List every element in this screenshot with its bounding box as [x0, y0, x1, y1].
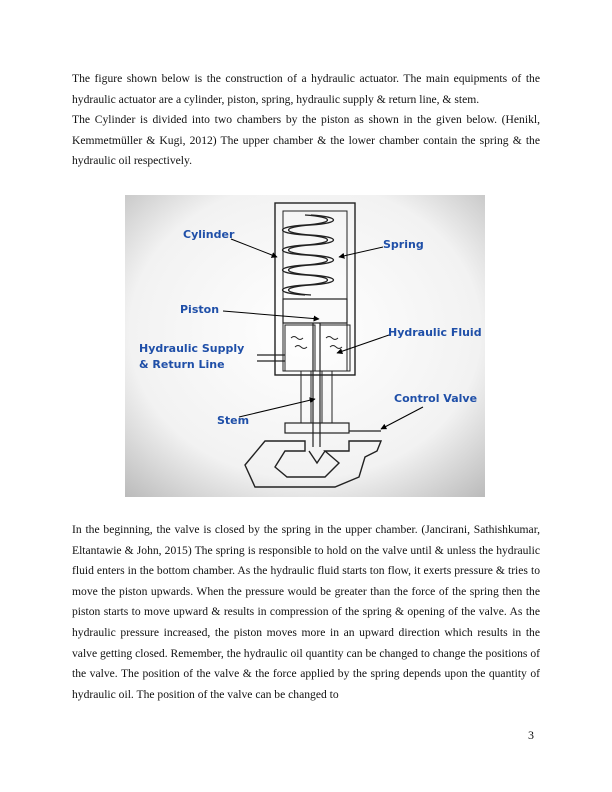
label-stem: Stem	[217, 414, 250, 427]
label-control-valve: Control Valve	[394, 392, 478, 405]
piston	[283, 299, 347, 323]
label-spring: Spring	[383, 238, 424, 251]
actuator-diagram	[125, 195, 485, 497]
label-return-line: & Return Line	[139, 358, 225, 371]
label-piston: Piston	[180, 303, 220, 316]
intro-paragraph: The figure shown below is the construction of a hydraulic actuator. The main equipments of the hydraulic actuator are a cylinder, piston, spring, hydraulic supply & return line, & stem.	[72, 72, 540, 106]
cylinder-paragraph: The Cylinder is divided into two chambers by the piston as shown in the given below. (Henikl, Kemmetmüller & Kugi, 2012) The upper chamber & the lower chamber contain the spring & the hydraulic oil respectively.	[72, 113, 540, 168]
page-number: 3	[528, 728, 534, 742]
operation-paragraph: In the beginning, the valve is closed by the spring in the upper chamber. (Jancirani, Sathishkumar, Eltantawie & John, 2015) The spring is responsible to hold on the valve until & unless the hydraulic fluid enters in the bottom chamber. As the hydraulic fluid starts ton flow, it exerts pressure & tries to move the piston upwards. When the pressure would be greater than the force of the spring then the piston starts to move upward & results in compression of the spring & opening of the valve. As the hydraulic pressure increased, the piston moves more in an upward direction which results in the valve getting closed. Remember, the hydraulic oil quantity can be changed to change the positions of the valve. The position of the valve & the force applied by the spring depends upon the quantity of hydraulic oil. The position of the valve can be changed to	[72, 523, 540, 701]
hydraulic-actuator-figure	[125, 195, 485, 497]
label-hydraulic-supply: Hydraulic Supply	[139, 342, 245, 355]
label-hydraulic-fluid: Hydraulic Fluid	[388, 326, 482, 339]
label-cylinder: Cylinder	[183, 228, 235, 241]
intro-text-block	[72, 69, 540, 172]
